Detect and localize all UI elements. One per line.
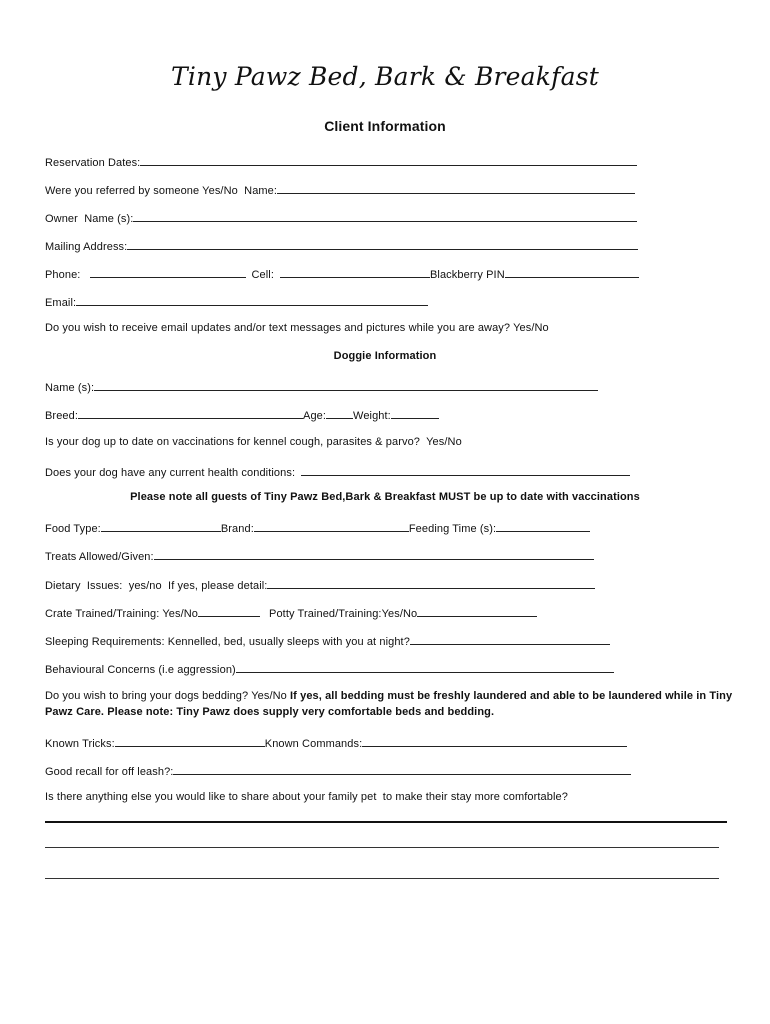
updates-question: Do you wish to receive email updates and/or text messages and pictures while you are away? Yes/No (45, 322, 549, 334)
email-label: Email: (45, 297, 77, 309)
form-title: Tiny Pawz Bed, Bark & Breakfast (171, 62, 599, 91)
potty-label: Potty Trained/Training:Yes/No (269, 608, 418, 620)
blackberry-label: Blackberry PIN (429, 269, 505, 281)
referred-row (45, 182, 635, 197)
age-label: Age: (303, 410, 327, 422)
behaviour-field[interactable] (236, 661, 614, 673)
dietary-label: Dietary Issues: yes/no If yes, please detail: (45, 580, 268, 592)
breed-field[interactable] (78, 407, 303, 419)
brand-label: Brand: (220, 523, 254, 535)
known-commands-label: Known Commands: (264, 738, 363, 750)
weight-field[interactable] (391, 407, 439, 419)
known-commands-field[interactable] (362, 735, 627, 747)
referred-label: Were you referred by someone Yes/No Name: (45, 185, 278, 197)
known-tricks-field[interactable] (115, 735, 265, 747)
referred-name-field[interactable] (277, 182, 635, 194)
reservation-dates-field[interactable] (140, 154, 637, 166)
treats-row (45, 548, 594, 563)
blackberry-field[interactable] (505, 266, 639, 278)
phone-field[interactable] (90, 266, 246, 278)
dog-name-field[interactable] (94, 379, 598, 391)
crate-label: Crate Trained/Training: Yes/No (45, 608, 199, 620)
feeding-time-label: Feeding Time (s): (408, 523, 497, 535)
sleeping-row (45, 633, 610, 648)
treats-field[interactable] (154, 548, 594, 560)
food-type-field[interactable] (101, 520, 221, 532)
crate-field[interactable] (198, 605, 260, 617)
dog-name-label: Name (s): (45, 382, 95, 394)
vaccination-notice: Please note all guests of Tiny Pawz Bed,Bark & Breakfast MUST be up to date with vaccinations (130, 491, 640, 503)
mailing-address-field[interactable] (127, 238, 638, 250)
phone-label: Phone: (45, 269, 81, 281)
health-label: Does your dog have any current health conditions: (45, 467, 296, 479)
dietary-field[interactable] (267, 577, 595, 589)
age-field[interactable] (326, 407, 353, 419)
sleeping-label: Sleeping Requirements: Kennelled, bed, usually sleeps with you at night? (45, 636, 410, 648)
bedding-note: If yes, all bedding must be freshly laundered and able to be laundered while in Tiny Pawz Care. Please note: Tiny Pawz does supply very comfortable beds and bedding. (45, 690, 733, 718)
recall-label: Good recall for off leash?: (45, 766, 174, 778)
anything-else-question: Is there anything else you would like to share about your family pet to make their stay more comfortable? (45, 791, 568, 803)
health-row (45, 464, 630, 479)
treats-label: Treats Allowed/Given: (45, 551, 154, 563)
doggie-info-heading: Doggie Information (333, 350, 437, 362)
brand-field[interactable] (254, 520, 409, 532)
email-field[interactable] (76, 294, 428, 306)
cell-label: Cell: (251, 269, 274, 281)
answer-line-3[interactable] (45, 878, 719, 879)
owner-row (45, 210, 637, 225)
training-row (45, 605, 537, 620)
dog-name-row (45, 379, 598, 394)
answer-line-2[interactable] (45, 847, 719, 848)
reservation-dates-label: Reservation Dates: (45, 157, 141, 169)
mailing-row (45, 238, 638, 253)
bedding-question-label: Do you wish to bring your dogs bedding? Yes/No (45, 690, 291, 702)
owner-name-field[interactable] (133, 210, 637, 222)
recall-row (45, 763, 631, 778)
food-row (45, 520, 590, 535)
vaccinations-question: Is your dog up to date on vaccinations for kennel cough, parasites & parvo? Yes/No (45, 436, 462, 448)
dietary-row (45, 577, 595, 592)
sleeping-field[interactable] (410, 633, 610, 645)
tricks-row (45, 735, 627, 750)
potty-field[interactable] (417, 605, 537, 617)
food-type-label: Food Type: (45, 523, 101, 535)
email-row (45, 294, 428, 309)
mailing-label: Mailing Address: (45, 241, 128, 253)
recall-field[interactable] (173, 763, 631, 775)
breed-row (45, 407, 439, 422)
behaviour-row (45, 661, 614, 676)
known-tricks-label: Known Tricks: (45, 738, 115, 750)
bedding-question (45, 688, 735, 720)
feeding-time-field[interactable] (496, 520, 590, 532)
owner-label: Owner Name (s): (45, 213, 134, 225)
phone-row (45, 266, 639, 281)
weight-label: Weight: (353, 410, 391, 422)
breed-label: Breed: (45, 410, 79, 422)
cell-field[interactable] (280, 266, 430, 278)
health-field[interactable] (301, 464, 630, 476)
behaviour-label: Behavioural Concerns (i.e aggression) (45, 664, 236, 676)
answer-line-1[interactable] (45, 821, 727, 823)
client-info-heading: Client Information (324, 118, 446, 134)
reservation-dates-row (45, 154, 637, 169)
